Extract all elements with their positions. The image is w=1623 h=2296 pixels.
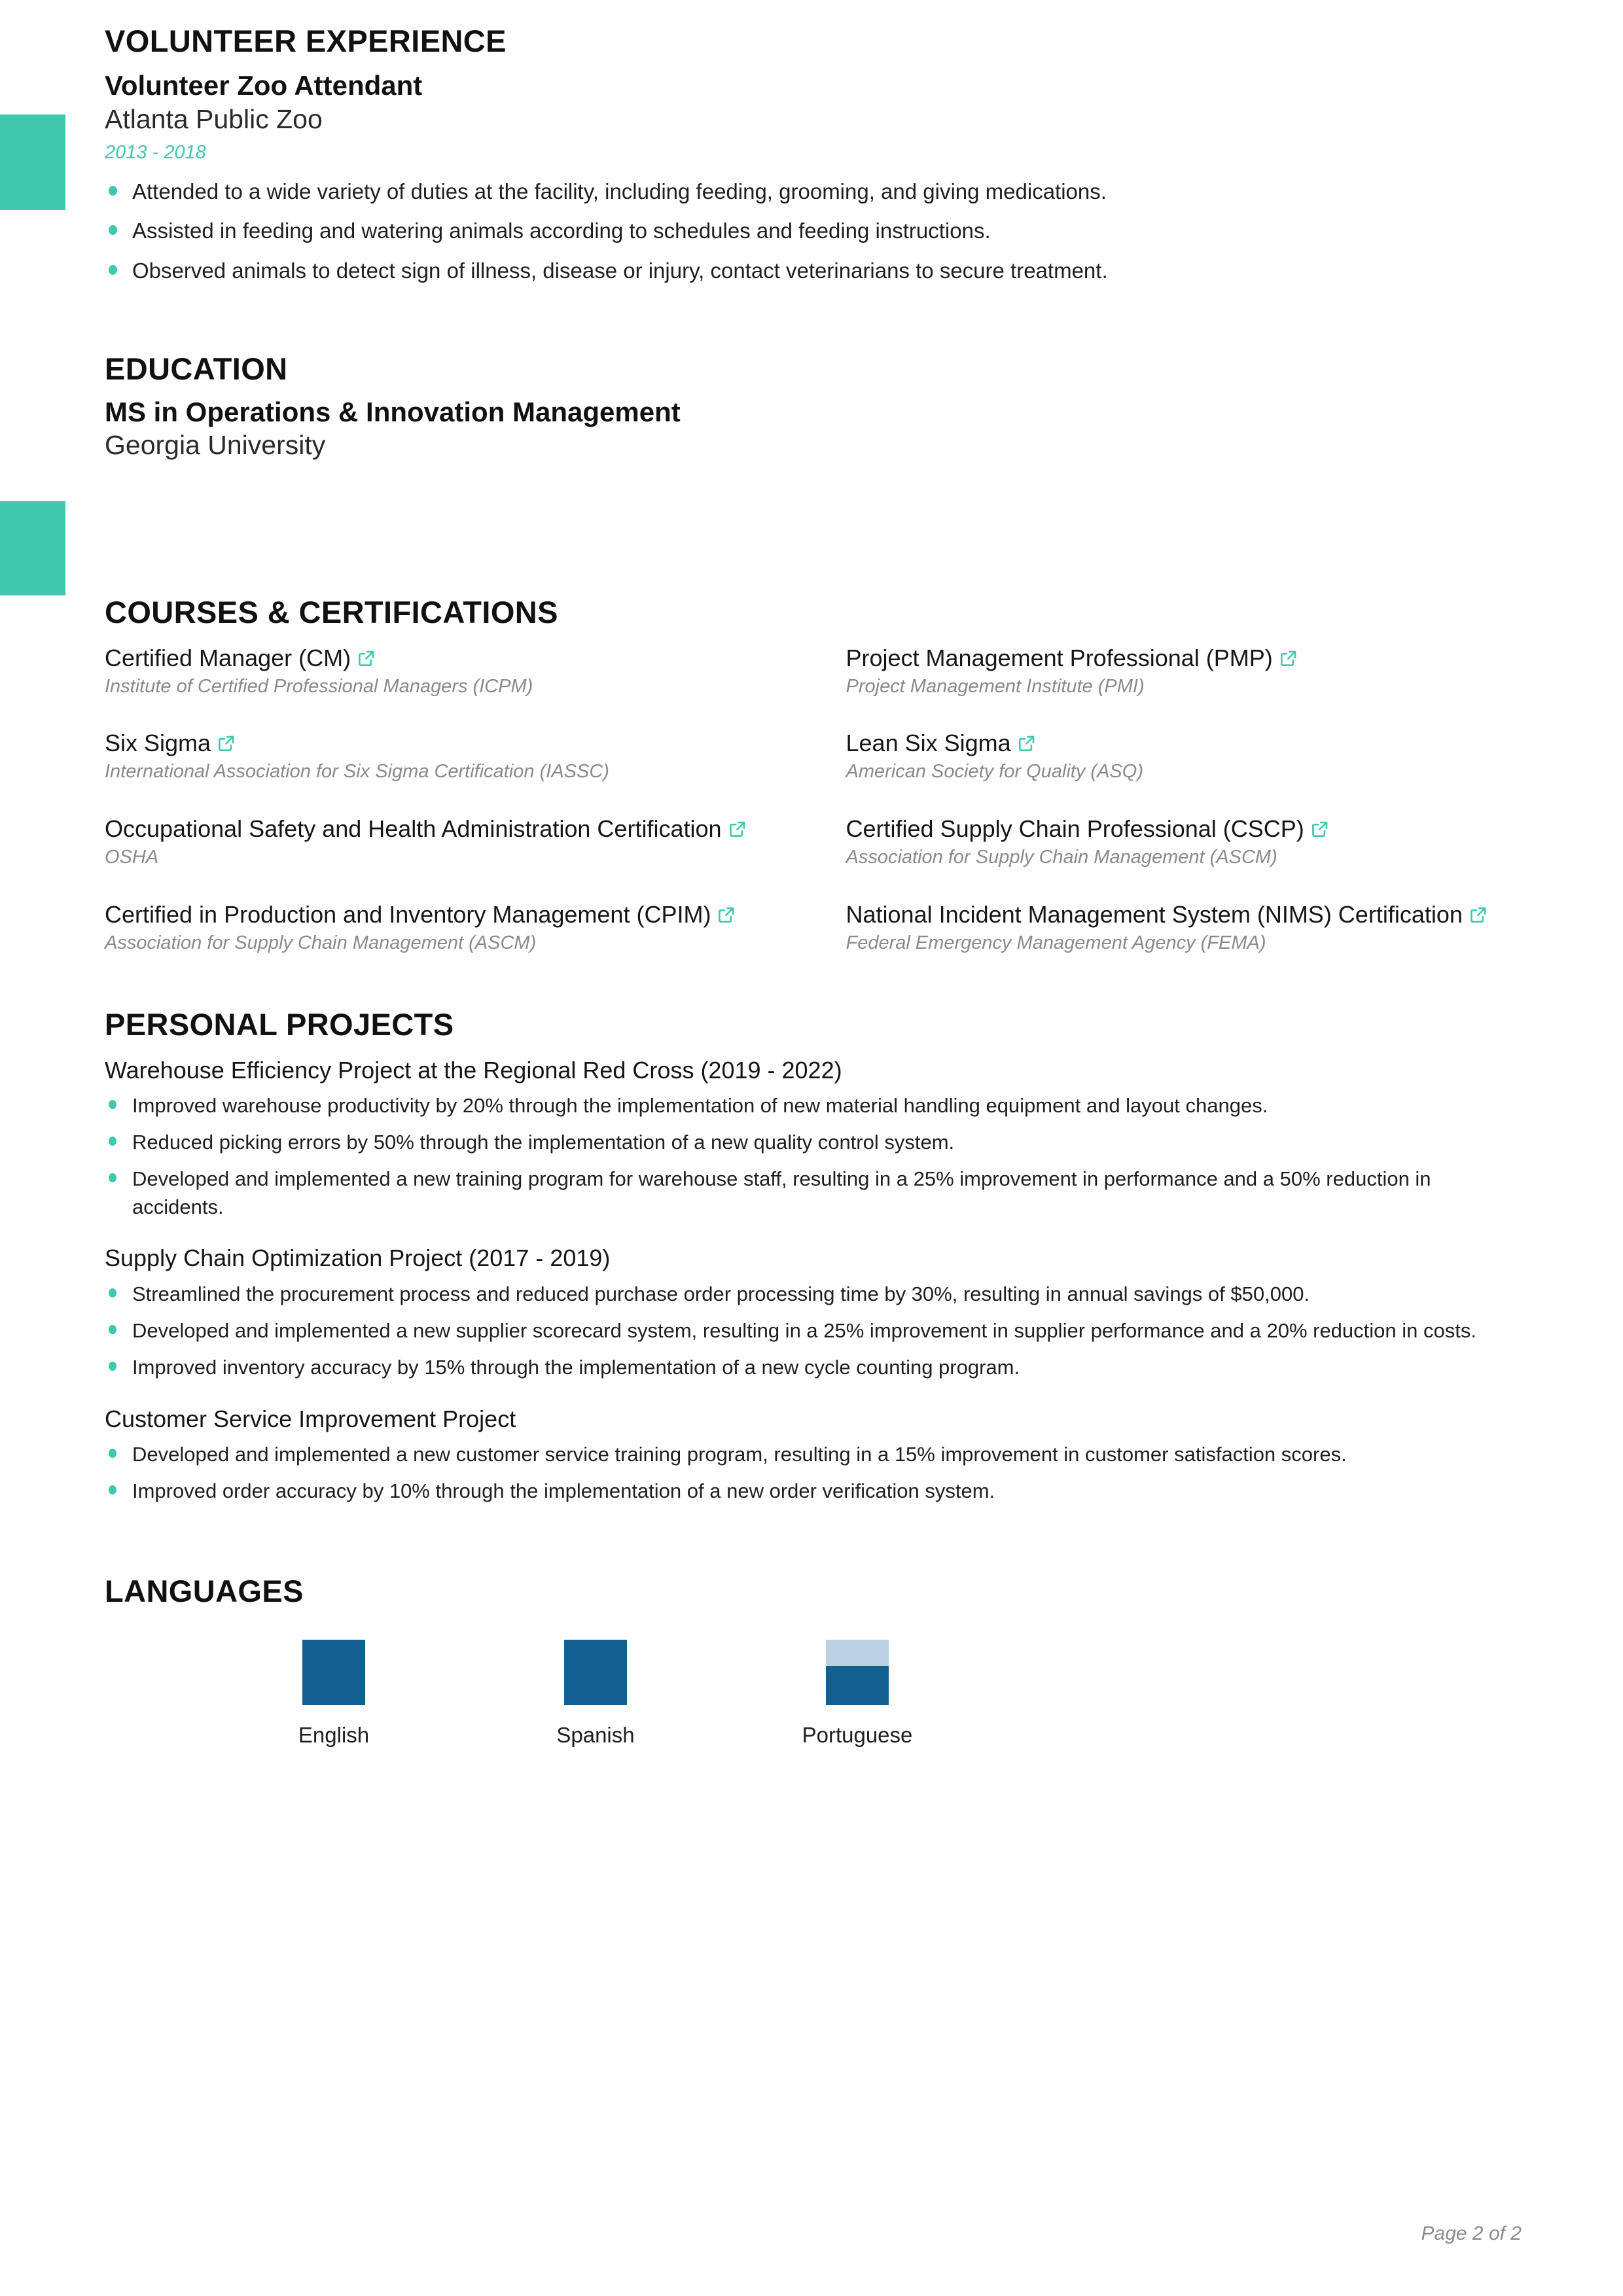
certification-name-text: Six Sigma [105,730,211,757]
certification-item [105,814,781,870]
volunteer-entry [105,69,1522,286]
language-item [465,1640,726,1748]
certification-item [846,900,1522,955]
certification-organization: American Society for Quality (ASQ) [846,761,1143,783]
list-item: Improved order accuracy by 10% through the implementation of a new order verification system. [105,1477,1522,1506]
certification-name [846,728,1522,758]
volunteer-dates: 2013 - 2018 [105,141,206,163]
languages-chart [105,1640,1522,1748]
project-block [105,1243,1522,1381]
list-item: Developed and implemented a new customer service training program, resulting in a 15% improvement in customer satisfaction scores. [105,1441,1522,1469]
section-heading-education: EDUCATION [105,351,288,386]
certification-name-text: Certified in Production and Inventory Management (CPIM) [105,900,711,928]
language-level-bar [826,1640,889,1705]
education-entry [105,395,1522,461]
certification-name-text: Project Management Professional (PMP) [846,644,1273,671]
list-item: Assisted in feeding and watering animals according to schedules and feeding instructions. [105,216,1522,246]
language-label: Spanish [556,1723,635,1748]
external-link-icon[interactable] [1017,733,1037,753]
project-block [105,1055,1522,1222]
certification-name-text: Lean Six Sigma [846,730,1011,757]
language-level-bar [302,1640,365,1705]
certification-name [105,900,781,930]
certification-name [105,643,781,673]
language-level-fill [302,1640,365,1705]
external-link-icon[interactable] [717,905,736,925]
volunteer-accent-bar [0,115,65,210]
list-item: Observed animals to detect sign of illness, disease or injury, contact veterinarians to secure treatment. [105,256,1522,286]
list-item: Streamlined the procurement process and reduced purchase order processing time by 30%, resulting in annual savings of $50,000. [105,1280,1522,1309]
page-indicator: Page 2 of 2 [1421,2223,1522,2244]
certifications-column-left [105,643,781,985]
project-title: Supply Chain Optimization Project (2017 - 2019) [105,1245,611,1272]
certification-item [846,643,1522,699]
volunteer-job-title: Volunteer Zoo Attendant [105,70,423,101]
language-level-fill [826,1666,889,1705]
certification-organization: Federal Emergency Management Agency (FEMA) [846,932,1266,953]
certification-name-text: Certified Manager (CM) [105,644,351,671]
external-link-icon[interactable] [1279,648,1298,668]
language-item [203,1640,465,1748]
list-item: Reduced picking errors by 50% through the implementation of a new quality control system. [105,1129,1522,1157]
certification-organization: OSHA [105,847,159,868]
external-link-icon[interactable] [357,648,376,668]
list-item: Developed and implemented a new supplier scorecard system, resulting in a 25% improvement in supplier performance and a 20% reduction in costs. [105,1317,1522,1345]
certification-organization: Association for Supply Chain Management (ASCM) [105,932,537,953]
volunteer-organization: Atlanta Public Zoo [105,103,323,134]
project-bullet-list [105,1441,1522,1506]
project-title: Warehouse Efficiency Project at the Regional Red Cross (2019 - 2022) [105,1056,842,1084]
list-item: Improved warehouse productivity by 20% through the implementation of new material handling equipment and layout changes. [105,1092,1522,1120]
certification-item [846,728,1522,784]
resume-content [105,0,1522,1748]
certification-name [846,814,1522,844]
list-item: Developed and implemented a new training program for warehouse staff, resulting in a 25% improvement in performance and a 50% reduction in accidents. [105,1165,1522,1222]
external-link-icon[interactable] [217,733,236,753]
certification-organization: Institute of Certified Professional Managers (ICPM) [105,675,533,697]
certification-item [105,900,781,955]
certification-name-text: National Incident Management System (NIMS) Certification [846,900,1463,928]
education-degree: MS in Operations & Innovation Management [105,397,681,428]
certification-name [846,643,1522,673]
list-item: Attended to a wide variety of duties at the facility, including feeding, grooming, and giving medications. [105,177,1522,207]
language-level-fill [564,1640,627,1705]
certification-item [105,728,781,784]
section-heading-volunteer-experience: VOLUNTEER EXPERIENCE [105,24,507,58]
education-accent-bar [0,501,65,595]
certification-name-text: Certified Supply Chain Professional (CSCP) [846,815,1304,842]
certification-name [105,814,781,844]
external-link-icon[interactable] [1310,819,1330,839]
project-bullet-list [105,1092,1522,1221]
external-link-icon[interactable] [1469,905,1488,925]
section-heading-languages: LANGUAGES [105,1573,304,1608]
volunteer-bullet-list [105,177,1522,286]
certification-item [105,643,781,699]
certification-item [846,814,1522,870]
certification-name [846,900,1522,930]
certification-organization: Association for Supply Chain Management (ASCM) [846,847,1277,868]
project-block [105,1404,1522,1506]
certification-name-text: Occupational Safety and Health Administration Certification [105,815,722,842]
language-level-bar [564,1640,627,1705]
section-heading-personal-projects: PERSONAL PROJECTS [105,1007,454,1042]
certifications-column-right [846,643,1522,985]
project-bullet-list [105,1280,1522,1381]
list-item: Improved inventory accuracy by 15% through the implementation of a new cycle counting program. [105,1354,1522,1382]
section-heading-courses-certifications: COURSES & CERTIFICATIONS [105,595,558,630]
project-title: Customer Service Improvement Project [105,1405,516,1432]
education-school: Georgia University [105,430,326,461]
certification-name [105,728,781,758]
certification-organization: International Association for Six Sigma Certification (IASSC) [105,761,609,783]
language-label: Portuguese [802,1723,913,1748]
certification-organization: Project Management Institute (PMI) [846,675,1145,697]
language-item [726,1640,988,1748]
certifications-grid [105,643,1522,985]
language-label: English [298,1723,370,1748]
external-link-icon[interactable] [728,819,747,839]
